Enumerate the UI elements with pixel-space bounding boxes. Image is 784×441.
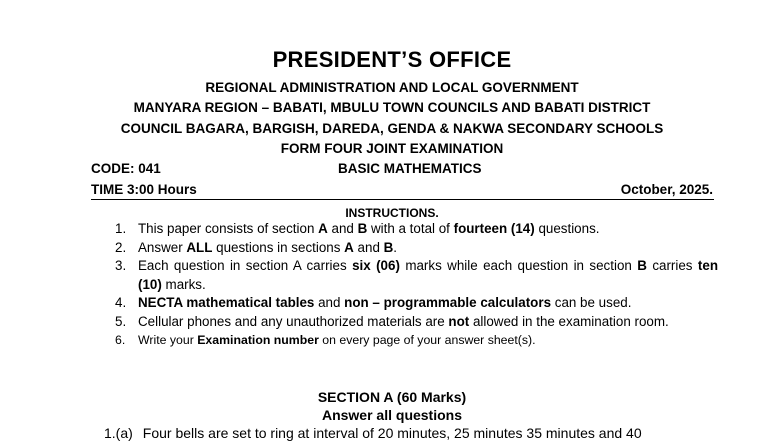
instruction-number: 2. xyxy=(115,239,127,255)
instruction-number: 5. xyxy=(115,313,127,329)
instruction-item: 6. Write your Examination number on every page of your answer sheet(s). xyxy=(91,331,718,350)
instruction-item: 5. Cellular phones and any unauthorized materials are not allowed in the examination room. xyxy=(91,313,718,332)
instruction-number: 1. xyxy=(115,221,127,236)
question-text: Four bells are set to ring at interval of 20 minutes, 25 minutes 35 minutes and 40 xyxy=(142,425,642,441)
subject-name: BASIC MATHEMATICS xyxy=(338,161,482,176)
exam-date: October, 2025. xyxy=(620,182,713,197)
instruction-item: 2. Answer ALL questions in sections A and B. xyxy=(91,239,718,258)
exam-code: CODE: 041 xyxy=(91,161,161,176)
instruction-number: 4. xyxy=(115,295,127,310)
question-1a xyxy=(104,425,642,441)
header-line-3: COUNCIL BAGARA, BARGISH, DAREDA, GENDA & NAKWA SECONDARY SCHOOLS xyxy=(120,121,664,136)
exam-time: TIME 3:00 Hours xyxy=(91,182,197,197)
instruction-number: 6. xyxy=(115,333,126,347)
question-number: 1.(a) xyxy=(104,425,133,441)
instructions-heading: INSTRUCTIONS. xyxy=(345,206,439,220)
instruction-item: 4. NECTA mathematical tables and non – programmable calculators can be used. xyxy=(91,294,718,313)
header-line-4: FORM FOUR JOINT EXAMINATION xyxy=(280,141,504,156)
header-line-2: MANYARA REGION – BABATI, MBULU TOWN COUNCILS AND BABATI DISTRICT xyxy=(133,100,651,115)
section-a-subtitle: Answer all questions xyxy=(321,407,463,423)
instruction-number: 3. xyxy=(115,258,127,273)
page-title: PRESIDENT’S OFFICE xyxy=(272,47,512,72)
header-line-1: REGIONAL ADMINISTRATION AND LOCAL GOVERNMENT xyxy=(205,80,579,95)
instruction-item: 1. This paper consists of section A and B with a total of fourteen (14) questions. xyxy=(91,220,718,239)
instructions-list xyxy=(91,220,718,350)
header-divider xyxy=(91,199,714,200)
instruction-item: 3. Each question in section A carries six (06) marks while each question in section B carries ten (10) marks. xyxy=(115,258,719,292)
section-a-title: SECTION A (60 Marks) xyxy=(317,389,467,405)
